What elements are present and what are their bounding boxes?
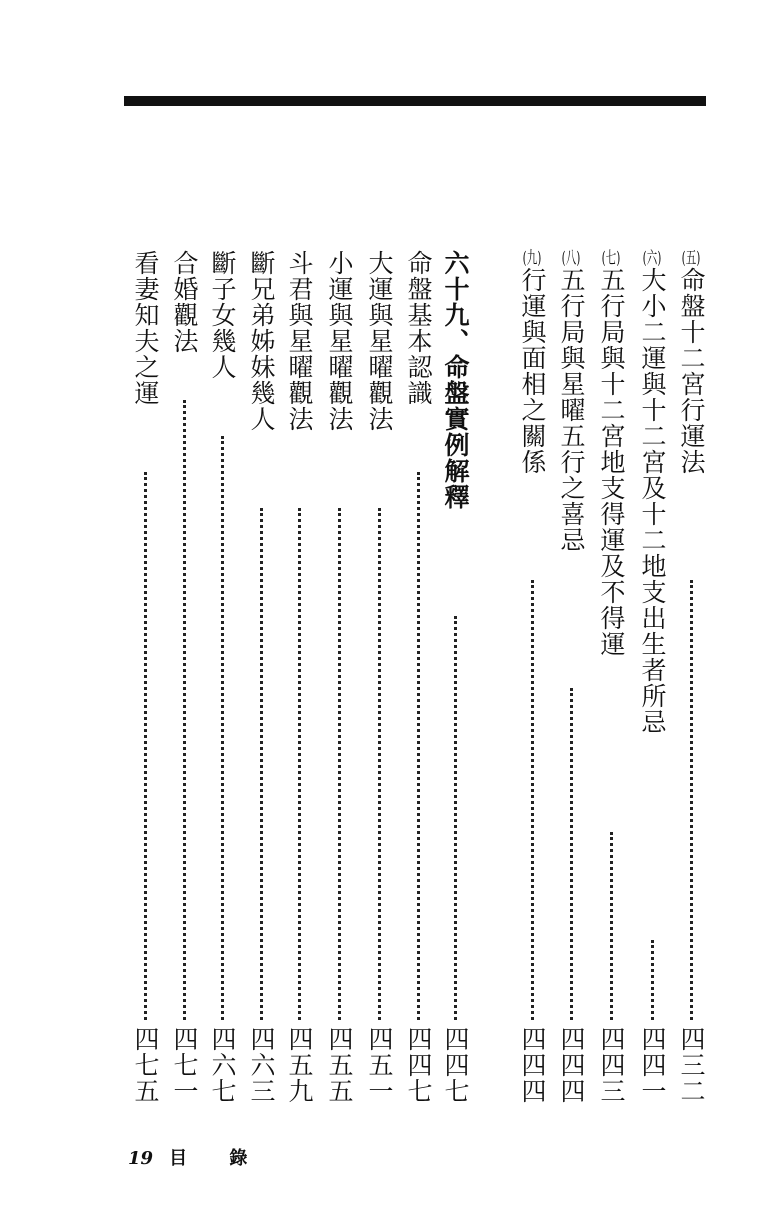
toc-entry-title — [593, 250, 629, 657]
dot-leader — [454, 616, 457, 1020]
toc-entry-page: 四五一 — [365, 1026, 394, 1104]
dot-leader — [417, 472, 420, 1020]
toc-entry-page: 四三二 — [677, 1026, 706, 1104]
toc-entry — [127, 250, 163, 1136]
running-head: 目 錄 — [169, 1148, 266, 1169]
toc-entry-marker: (八) — [561, 250, 581, 267]
toc-entry-marker: (五) — [681, 250, 701, 267]
toc-entry-title — [281, 250, 317, 432]
toc-entry-text: 小運與星曜觀法 — [325, 250, 354, 432]
toc-entry-title — [166, 250, 202, 354]
toc-entry-title — [127, 250, 163, 406]
toc-entry — [281, 250, 317, 1136]
toc-entry-title — [634, 250, 670, 735]
toc-entry-text: 斗君與星曜觀法 — [285, 250, 314, 432]
toc-entry — [514, 250, 550, 1136]
dot-leader — [651, 940, 654, 1020]
toc-entry — [437, 250, 473, 1136]
toc-entry-text: 大運與星曜觀法 — [365, 250, 394, 432]
toc-entry-marker: (九) — [522, 250, 542, 267]
toc-entry-page: 四四七 — [441, 1026, 470, 1104]
toc-entry-text: 大小二運與十二宮及十二地支出生者所忌 — [638, 267, 667, 735]
toc-entry-title — [400, 250, 436, 406]
toc-entry — [321, 250, 357, 1136]
toc-entry — [243, 250, 279, 1136]
dot-leader — [690, 580, 693, 1020]
toc-entry-title — [437, 250, 473, 510]
toc-entry-text: 合婚觀法 — [170, 250, 199, 354]
toc-entry-page: 四五五 — [325, 1026, 354, 1104]
toc-entry-text: 看妻知夫之運 — [131, 250, 160, 406]
toc-entry — [634, 250, 670, 1136]
toc-entry — [553, 250, 589, 1136]
toc-entry — [400, 250, 436, 1136]
toc-entry-page: 四四四 — [518, 1026, 547, 1104]
toc-entry-title — [514, 250, 550, 475]
toc-entry-text: 命盤十二宮行運法 — [677, 267, 706, 475]
toc-entry-page: 四七一 — [170, 1026, 199, 1104]
toc-entry-page: 四六七 — [208, 1026, 237, 1104]
dot-leader — [610, 832, 613, 1020]
dot-leader — [221, 436, 224, 1020]
toc-entry-text: 五行局與十二宮地支得運及不得運 — [597, 267, 626, 657]
toc-entry-text: 五行局與星曜五行之喜忌 — [557, 267, 586, 553]
toc-entry-title — [321, 250, 357, 432]
toc-entry — [204, 250, 240, 1136]
toc-entry-title — [673, 250, 709, 475]
dot-leader — [298, 508, 301, 1020]
toc-entry — [673, 250, 709, 1136]
toc-entry — [166, 250, 202, 1136]
toc-entry-title — [204, 250, 240, 380]
page-footer — [128, 1144, 265, 1170]
toc-entry-page: 四四四 — [557, 1026, 586, 1104]
toc-entry-title — [361, 250, 397, 432]
toc-entry-marker: (六) — [642, 250, 662, 267]
toc-entry-title — [243, 250, 279, 432]
dot-leader — [260, 508, 263, 1020]
toc-entry-text: 六十九、命盤實例解釋 — [441, 250, 470, 510]
toc-entry-text: 命盤基本認識 — [404, 250, 433, 406]
toc-entry-page: 四四一 — [638, 1026, 667, 1104]
dot-leader — [378, 508, 381, 1020]
dot-leader — [531, 580, 534, 1020]
toc-entry-title — [553, 250, 589, 553]
toc-entry-page: 四五九 — [285, 1026, 314, 1104]
toc-entry-page: 四七五 — [131, 1026, 160, 1104]
toc-entry-text: 斷子女幾人 — [208, 250, 237, 380]
page-number: 19 — [128, 1148, 154, 1169]
toc-entry-marker: (七) — [601, 250, 621, 267]
toc-entry — [361, 250, 397, 1136]
toc-entry — [593, 250, 629, 1136]
toc-entry-text: 斷兄弟姊妹幾人 — [247, 250, 276, 432]
toc-entry-page: 四四七 — [404, 1026, 433, 1104]
dot-leader — [338, 508, 341, 1020]
dot-leader — [570, 688, 573, 1020]
dot-leader — [183, 400, 186, 1020]
toc-entry-text: 行運與面相之關係 — [518, 267, 547, 475]
toc-entry-page: 四四三 — [597, 1026, 626, 1104]
toc-entry-page: 四六三 — [247, 1026, 276, 1104]
dot-leader — [144, 472, 147, 1020]
